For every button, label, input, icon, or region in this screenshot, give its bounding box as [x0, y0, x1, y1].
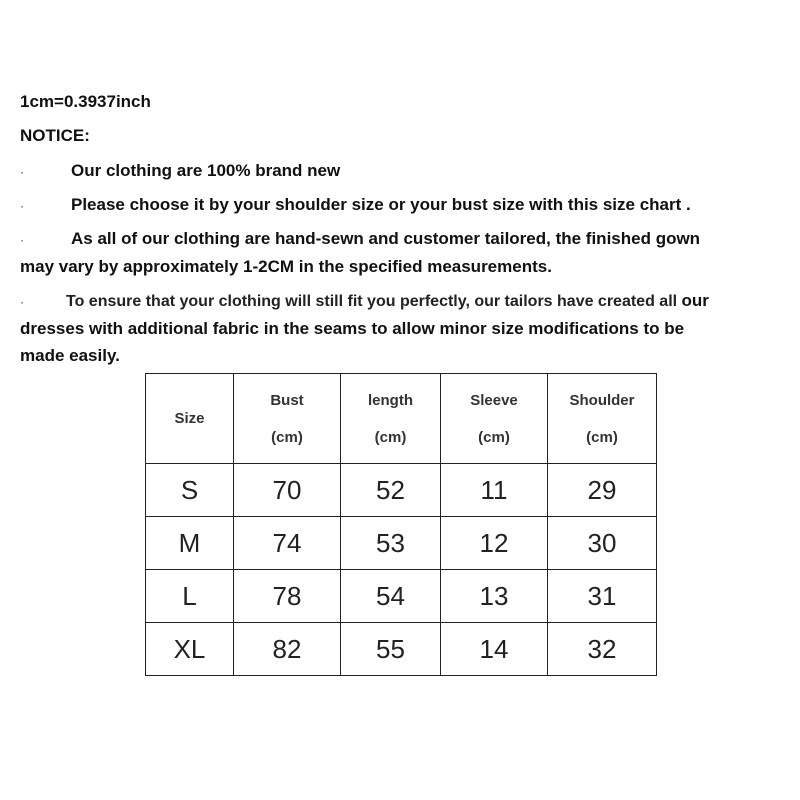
- header-label: length: [368, 391, 413, 409]
- bust-cell: 70: [234, 464, 341, 517]
- size-chart-table: [145, 373, 657, 676]
- header-label: Shoulder: [569, 391, 635, 409]
- length-cell: 52: [341, 464, 441, 517]
- notice-label: NOTICE:: [20, 126, 90, 145]
- bust-cell: 82: [234, 623, 341, 676]
- sleeve-cell: 12: [441, 517, 548, 570]
- note-fit-line3: made easily.: [20, 346, 120, 365]
- header-cell-bust: [234, 374, 341, 464]
- size-cell: S: [146, 464, 234, 517]
- length-cell: 53: [341, 517, 441, 570]
- bullet-3: ·: [20, 233, 24, 247]
- shoulder-cell: 29: [548, 464, 657, 517]
- sleeve-cell: 13: [441, 570, 548, 623]
- note-hand-sewn-line1: As all of our clothing are hand-sewn and customer tailored, the finished gown: [71, 229, 701, 248]
- size-cell: M: [146, 517, 234, 570]
- table-row: [146, 464, 657, 517]
- header-cell-length: [341, 374, 441, 464]
- table-row: [146, 623, 657, 676]
- length-cell: 55: [341, 623, 441, 676]
- bust-cell: 78: [234, 570, 341, 623]
- note-choose-size: Please choose it by your shoulder size or your bust size with this size chart .: [71, 195, 691, 214]
- header-label: Sleeve: [470, 391, 518, 409]
- shoulder-cell: 32: [548, 623, 657, 676]
- bullet-2: ·: [20, 199, 24, 213]
- header-row: [146, 374, 657, 464]
- header-cell-size: [146, 374, 234, 464]
- bust-cell: 74: [234, 517, 341, 570]
- header-unit: (cm): [586, 428, 618, 446]
- header-label: Size: [174, 410, 205, 427]
- header-unit: (cm): [478, 428, 510, 446]
- size-cell: XL: [146, 623, 234, 676]
- shoulder-cell: 31: [548, 570, 657, 623]
- note-brand-new: Our clothing are 100% brand new: [71, 161, 341, 180]
- note-fit-line1: [66, 291, 709, 311]
- header-label: Bust: [270, 391, 304, 409]
- header-unit: (cm): [271, 428, 303, 446]
- note-fit-line2: dresses with additional fabric in the seams to allow minor size modifications to be: [20, 319, 685, 338]
- shoulder-cell: 30: [548, 517, 657, 570]
- header-cell-shoulder: [548, 374, 657, 464]
- header-cell-sleeve: [441, 374, 548, 464]
- unit-conversion: 1cm=0.3937inch: [20, 92, 151, 111]
- note-fit-line1-text: To ensure that your clothing will still fit you perfectly, our tailors have created all: [66, 293, 682, 310]
- sleeve-cell: 11: [441, 464, 548, 517]
- note-fit-line1-tail: our: [681, 291, 709, 310]
- bullet-1: ·: [20, 165, 24, 179]
- header-unit: (cm): [374, 428, 407, 446]
- length-cell: 54: [341, 570, 441, 623]
- sleeve-cell: 14: [441, 623, 548, 676]
- bullet-4: ·: [20, 295, 24, 309]
- note-hand-sewn-line2: may vary by approximately 1-2CM in the specified measurements.: [20, 257, 552, 276]
- size-cell: L: [146, 570, 234, 623]
- table-row: [146, 517, 657, 570]
- table-row: [146, 570, 657, 623]
